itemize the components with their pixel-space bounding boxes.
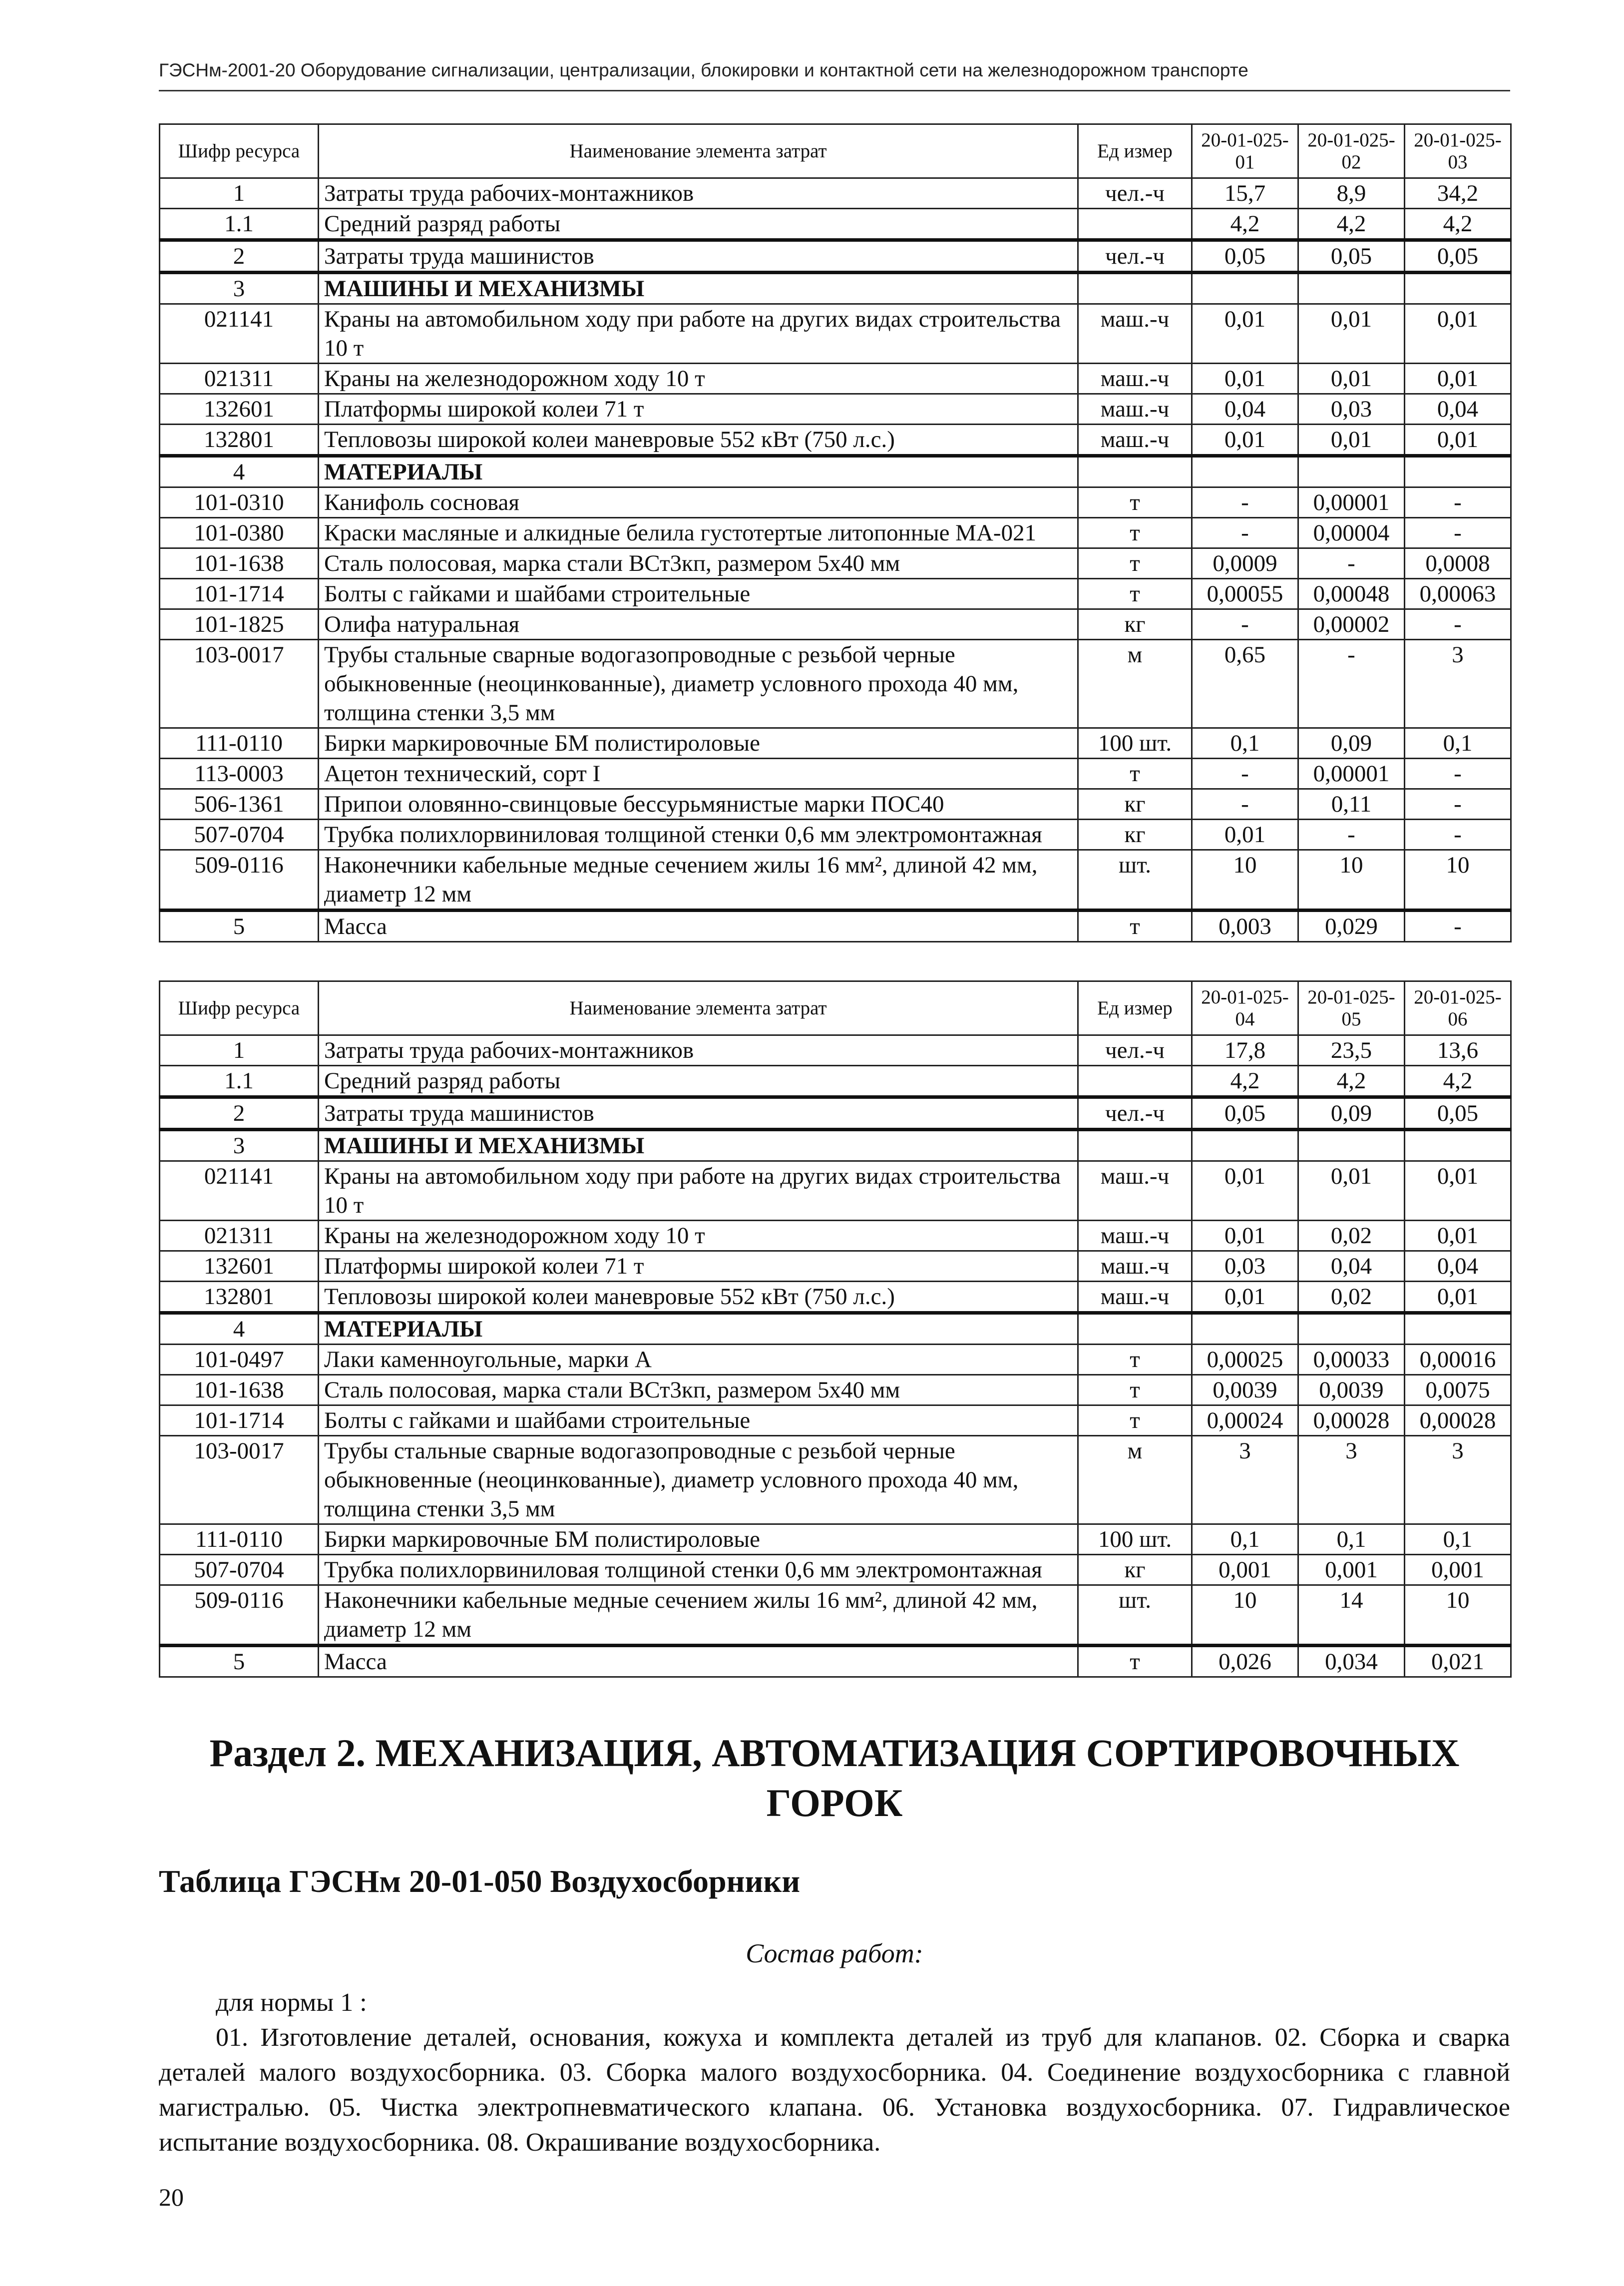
cell-name: Канифоль сосновая <box>319 487 1078 518</box>
cell-value: - <box>1405 820 1511 850</box>
cell-unit: маш.-ч <box>1078 425 1192 456</box>
cell-value: - <box>1405 487 1511 518</box>
cell-unit: маш.-ч <box>1078 394 1192 425</box>
cell-value: 0,021 <box>1405 1646 1511 1677</box>
cell-value: 0,1 <box>1192 1524 1298 1555</box>
cell-code: 5 <box>160 1646 319 1677</box>
cell-code: 101-1714 <box>160 579 319 609</box>
cell-value: 0,1 <box>1298 1524 1405 1555</box>
cell-value: 0,11 <box>1298 789 1405 820</box>
table-row <box>160 425 1511 456</box>
cell-value: 0,003 <box>1192 911 1298 942</box>
column-header-unit: Ед измер <box>1078 124 1192 178</box>
cell-value <box>1298 1313 1405 1345</box>
table-row <box>160 304 1511 364</box>
table-row <box>160 820 1511 850</box>
cell-name: Сталь полосовая, марка стали ВСт3кп, размером 5х40 мм <box>319 1375 1078 1405</box>
cell-unit: кг <box>1078 1555 1192 1585</box>
cell-value: 4,2 <box>1298 209 1405 240</box>
cell-value: 0,01 <box>1192 1161 1298 1221</box>
cell-code: 1 <box>160 1035 319 1066</box>
cell-value: 4,2 <box>1405 1066 1511 1097</box>
cell-code: 506-1361 <box>160 789 319 820</box>
table-row <box>160 1282 1511 1313</box>
cell-value: 0,05 <box>1405 1097 1511 1130</box>
cell-value: 0,00001 <box>1298 487 1405 518</box>
table-row <box>160 759 1511 789</box>
cell-unit <box>1078 1313 1192 1345</box>
cell-value: 0,05 <box>1192 1097 1298 1130</box>
header-rule <box>159 90 1510 91</box>
cell-code: 101-0310 <box>160 487 319 518</box>
cell-value: 0,01 <box>1298 304 1405 364</box>
cell-value: 34,2 <box>1405 178 1511 209</box>
resource-table-1 <box>159 123 1512 942</box>
table-row <box>160 911 1511 942</box>
cell-code: 509-0116 <box>160 850 319 911</box>
cell-code: 4 <box>160 456 319 487</box>
cell-name: Болты с гайками и шайбами строительные <box>319 579 1078 609</box>
cell-name: Краны на автомобильном ходу при работе на других видах строительства 10 т <box>319 1161 1078 1221</box>
cell-name: Краны на автомобильном ходу при работе на других видах строительства 10 т <box>319 304 1078 364</box>
cell-code: 132801 <box>160 425 319 456</box>
table-row <box>160 1345 1511 1375</box>
cell-unit: т <box>1078 1375 1192 1405</box>
cell-value: 4,2 <box>1192 209 1298 240</box>
cell-value: 10 <box>1192 1585 1298 1646</box>
table-row <box>160 609 1511 640</box>
table-row <box>160 273 1511 304</box>
cell-value: - <box>1298 548 1405 579</box>
cell-unit: т <box>1078 911 1192 942</box>
table-row <box>160 1555 1511 1585</box>
resource-table-2 <box>159 980 1512 1678</box>
cell-value <box>1298 1130 1405 1161</box>
cell-value: 10 <box>1405 850 1511 911</box>
table-row <box>160 1313 1511 1345</box>
cell-value: 0,04 <box>1192 394 1298 425</box>
cell-code: 111-0110 <box>160 1524 319 1555</box>
cell-value: 0,01 <box>1405 364 1511 394</box>
cell-unit: маш.-ч <box>1078 1251 1192 1282</box>
cell-name: Лаки каменноугольные, марки А <box>319 1345 1078 1375</box>
cell-name: Трубка полихлорвиниловая толщиной стенки 0,6 мм электромонтажная <box>319 820 1078 850</box>
cell-code: 3 <box>160 1130 319 1161</box>
cell-unit: маш.-ч <box>1078 304 1192 364</box>
cell-value: 0,01 <box>1298 364 1405 394</box>
cell-value: 0,09 <box>1298 728 1405 759</box>
cell-value: 0,04 <box>1405 1251 1511 1282</box>
cell-name: МАШИНЫ И МЕХАНИЗМЫ <box>319 273 1078 304</box>
cell-unit: т <box>1078 1405 1192 1436</box>
cell-value <box>1192 1313 1298 1345</box>
cell-name: Краны на железнодорожном ходу 10 т <box>319 1221 1078 1251</box>
cell-name: МАТЕРИАЛЫ <box>319 456 1078 487</box>
cell-value <box>1405 1130 1511 1161</box>
cell-unit: т <box>1078 1345 1192 1375</box>
cell-value: 0,00028 <box>1298 1405 1405 1436</box>
cell-code: 101-1638 <box>160 1375 319 1405</box>
cell-unit: шт. <box>1078 850 1192 911</box>
cell-name: Средний разряд работы <box>319 209 1078 240</box>
cell-code: 021141 <box>160 304 319 364</box>
table-row <box>160 789 1511 820</box>
cell-code: 101-1714 <box>160 1405 319 1436</box>
cell-value: 0,02 <box>1298 1221 1405 1251</box>
cell-unit: 100 шт. <box>1078 728 1192 759</box>
cell-code: 101-0380 <box>160 518 319 548</box>
table-row <box>160 1524 1511 1555</box>
cell-value: 3 <box>1405 1436 1511 1524</box>
cell-name: Краски масляные и алкидные белила густотертые литопонные МА-021 <box>319 518 1078 548</box>
cell-value: 23,5 <box>1298 1035 1405 1066</box>
cell-value: 0,03 <box>1298 394 1405 425</box>
column-header-code: Шифр ресурса <box>160 981 319 1035</box>
cell-code: 111-0110 <box>160 728 319 759</box>
column-header-norm: 20-01-025-04 <box>1192 981 1298 1035</box>
cell-value <box>1405 1313 1511 1345</box>
cell-value: 0,01 <box>1405 1282 1511 1313</box>
cell-value: 0,00025 <box>1192 1345 1298 1375</box>
cell-name: Трубы стальные сварные водогазопроводные с резьбой черные обыкновенные (неоцинкованные), диаметр условного прохода 40 мм, толщина стенки 3,5 мм <box>319 640 1078 728</box>
cell-unit: т <box>1078 759 1192 789</box>
cell-name: Краны на железнодорожном ходу 10 т <box>319 364 1078 394</box>
cell-name: Сталь полосовая, марка стали ВСт3кп, размером 5х40 мм <box>319 548 1078 579</box>
cell-unit: чел.-ч <box>1078 178 1192 209</box>
column-header-name: Наименование элемента затрат <box>319 981 1078 1035</box>
column-header-norm: 20-01-025-01 <box>1192 124 1298 178</box>
column-header-code: Шифр ресурса <box>160 124 319 178</box>
cell-value: 0,00016 <box>1405 1345 1511 1375</box>
cell-name: Платформы широкой колеи 71 т <box>319 1251 1078 1282</box>
cell-value: - <box>1298 820 1405 850</box>
cell-name: Затраты труда рабочих-монтажников <box>319 178 1078 209</box>
cell-name: Затраты труда рабочих-монтажников <box>319 1035 1078 1066</box>
cell-value: 13,6 <box>1405 1035 1511 1066</box>
cell-value: 0,00048 <box>1298 579 1405 609</box>
table-row <box>160 209 1511 240</box>
cell-value: 0,04 <box>1298 1251 1405 1282</box>
cell-unit: т <box>1078 548 1192 579</box>
cell-value: - <box>1192 518 1298 548</box>
cell-code: 103-0017 <box>160 640 319 728</box>
cell-value: 0,01 <box>1298 1161 1405 1221</box>
cell-unit: шт. <box>1078 1585 1192 1646</box>
cell-value: 0,00033 <box>1298 1345 1405 1375</box>
cell-value: 0,01 <box>1192 364 1298 394</box>
cell-unit: чел.-ч <box>1078 1097 1192 1130</box>
cell-code: 1.1 <box>160 209 319 240</box>
cell-value: 3 <box>1405 640 1511 728</box>
cell-code: 101-0497 <box>160 1345 319 1375</box>
works-description: 01. Изготовление деталей, основания, кожуха и комплекта деталей из труб для клапанов. 02. Сборка и сварка деталей малого воздухосборника. 03. Сборка малого воздухосборника. 04. Соединение воздухосборника с главной магистралью. 05. Чистка электропневматического клапана. 06. Установка воздухосборника. 07. Гидравлическое испытание воздухосборника. 08. Окрашивание воздухосборника. <box>159 2023 1510 2157</box>
table-row <box>160 456 1511 487</box>
cell-name: Тепловозы широкой колеи маневровые 552 кВт (750 л.с.) <box>319 1282 1078 1313</box>
cell-unit: т <box>1078 487 1192 518</box>
cell-unit: м <box>1078 1436 1192 1524</box>
table-row <box>160 1130 1511 1161</box>
cell-unit: т <box>1078 518 1192 548</box>
cell-value: 0,00002 <box>1298 609 1405 640</box>
cell-name: Затраты труда машинистов <box>319 1097 1078 1130</box>
cell-value: 0,1 <box>1192 728 1298 759</box>
cell-value: 0,01 <box>1405 1161 1511 1221</box>
cell-value: 0,05 <box>1192 240 1298 273</box>
cell-name: Масса <box>319 911 1078 942</box>
cell-name: МАШИНЫ И МЕХАНИЗМЫ <box>319 1130 1078 1161</box>
cell-name: Трубы стальные сварные водогазопроводные с резьбой черные обыкновенные (неоцинкованные), диаметр условного прохода 40 мм, толщина стенки 3,5 мм <box>319 1436 1078 1524</box>
cell-name: Бирки маркировочные БМ полистироловые <box>319 1524 1078 1555</box>
table-row <box>160 1405 1511 1436</box>
cell-name: Тепловозы широкой колеи маневровые 552 кВт (750 л.с.) <box>319 425 1078 456</box>
cell-value: 4,2 <box>1405 209 1511 240</box>
table-row <box>160 518 1511 548</box>
table-row <box>160 364 1511 394</box>
cell-value: 0,001 <box>1192 1555 1298 1585</box>
column-header-norm: 20-01-025-05 <box>1298 981 1405 1035</box>
cell-name: Олифа натуральная <box>319 609 1078 640</box>
table-row <box>160 640 1511 728</box>
cell-unit: чел.-ч <box>1078 1035 1192 1066</box>
cell-value: 0,1 <box>1405 728 1511 759</box>
norm-label: для нормы 1 : <box>216 1988 367 2017</box>
cell-unit: т <box>1078 579 1192 609</box>
table-row <box>160 1097 1511 1130</box>
cell-value: 0,05 <box>1405 240 1511 273</box>
cell-unit <box>1078 209 1192 240</box>
cell-code: 2 <box>160 1097 319 1130</box>
table-row <box>160 1646 1511 1677</box>
cell-value: 0,0039 <box>1298 1375 1405 1405</box>
cell-value: 15,7 <box>1192 178 1298 209</box>
cell-value: 0,00004 <box>1298 518 1405 548</box>
cell-value: 0,0009 <box>1192 548 1298 579</box>
cell-value: 0,01 <box>1192 304 1298 364</box>
cell-code: 132601 <box>160 394 319 425</box>
cell-code: 1 <box>160 178 319 209</box>
cell-value: - <box>1298 640 1405 728</box>
cell-code: 101-1825 <box>160 609 319 640</box>
cell-value: - <box>1405 518 1511 548</box>
table-row <box>160 850 1511 911</box>
cell-value: 0,09 <box>1298 1097 1405 1130</box>
cell-value: 0,01 <box>1192 1221 1298 1251</box>
cell-unit <box>1078 1066 1192 1097</box>
cell-code: 113-0003 <box>160 759 319 789</box>
cell-value: 0,02 <box>1298 1282 1405 1313</box>
cell-value <box>1192 273 1298 304</box>
cell-value: 0,029 <box>1298 911 1405 942</box>
table-row <box>160 487 1511 518</box>
cell-value: 0,04 <box>1405 394 1511 425</box>
cell-name: Наконечники кабельные медные сечением жилы 16 мм², длиной 42 мм, диаметр 12 мм <box>319 1585 1078 1646</box>
table-row <box>160 728 1511 759</box>
cell-value: 0,01 <box>1192 425 1298 456</box>
cell-value: 0,034 <box>1298 1646 1405 1677</box>
cell-value: 0,00063 <box>1405 579 1511 609</box>
cell-value: - <box>1192 789 1298 820</box>
cell-value: 0,0075 <box>1405 1375 1511 1405</box>
cell-value: 0,01 <box>1405 1221 1511 1251</box>
cell-name: МАТЕРИАЛЫ <box>319 1313 1078 1345</box>
section-title: Раздел 2. МЕХАНИЗАЦИЯ, АВТОМАТИЗАЦИЯ СОРТИРОВОЧНЫХ ГОРОК <box>209 1731 1460 1825</box>
cell-value: 0,001 <box>1405 1555 1511 1585</box>
cell-value: 0,01 <box>1192 820 1298 850</box>
cell-value: 0,0008 <box>1405 548 1511 579</box>
cell-code: 4 <box>160 1313 319 1345</box>
cell-value: 14 <box>1298 1585 1405 1646</box>
cell-code: 5 <box>160 911 319 942</box>
cell-name: Трубка полихлорвиниловая толщиной стенки 0,6 мм электромонтажная <box>319 1555 1078 1585</box>
table-row <box>160 1436 1511 1524</box>
cell-code: 021311 <box>160 1221 319 1251</box>
cell-value: 0,1 <box>1405 1524 1511 1555</box>
column-header-norm: 20-01-025-06 <box>1405 981 1511 1035</box>
cell-name: Масса <box>319 1646 1078 1677</box>
cell-value: - <box>1405 609 1511 640</box>
cell-value: 0,0039 <box>1192 1375 1298 1405</box>
cell-unit <box>1078 1130 1192 1161</box>
cell-code: 507-0704 <box>160 820 319 850</box>
cell-unit: м <box>1078 640 1192 728</box>
page-number: 20 <box>159 2183 184 2211</box>
cell-unit: кг <box>1078 609 1192 640</box>
table-row <box>160 548 1511 579</box>
cell-value: 0,01 <box>1192 1282 1298 1313</box>
cell-code: 132601 <box>160 1251 319 1282</box>
running-header: ГЭСНм-2001-20 Оборудование сигнализации, централизации, блокировки и контактной сети на железнодорожном транспорте <box>159 60 1248 80</box>
cell-unit <box>1078 273 1192 304</box>
cell-value: 0,01 <box>1298 425 1405 456</box>
cell-value: - <box>1192 609 1298 640</box>
table-row <box>160 394 1511 425</box>
cell-value: 4,2 <box>1298 1066 1405 1097</box>
table-row <box>160 1066 1511 1097</box>
cell-value <box>1298 273 1405 304</box>
table-row <box>160 1161 1511 1221</box>
table-row <box>160 1375 1511 1405</box>
cell-unit: маш.-ч <box>1078 1221 1192 1251</box>
cell-code: 1.1 <box>160 1066 319 1097</box>
cell-value: 0,00055 <box>1192 579 1298 609</box>
cell-code: 021141 <box>160 1161 319 1221</box>
table-row <box>160 1251 1511 1282</box>
cell-code: 507-0704 <box>160 1555 319 1585</box>
cell-unit: чел.-ч <box>1078 240 1192 273</box>
column-header-unit: Ед измер <box>1078 981 1192 1035</box>
cell-name: Припои оловянно-свинцовые бессурьмянистые марки ПОС40 <box>319 789 1078 820</box>
cell-name: Болты с гайками и шайбами строительные <box>319 1405 1078 1436</box>
cell-name: Наконечники кабельные медные сечением жилы 16 мм², длиной 42 мм, диаметр 12 мм <box>319 850 1078 911</box>
table-title: Таблица ГЭСНм 20-01-050 Воздухосборники <box>159 1863 801 1899</box>
cell-value: 0,026 <box>1192 1646 1298 1677</box>
column-header-norm: 20-01-025-03 <box>1405 124 1511 178</box>
cell-value <box>1405 273 1511 304</box>
cell-unit: кг <box>1078 820 1192 850</box>
cell-value: 0,00001 <box>1298 759 1405 789</box>
table-row <box>160 1585 1511 1646</box>
cell-code: 509-0116 <box>160 1585 319 1646</box>
cell-value: 3 <box>1192 1436 1298 1524</box>
cell-value <box>1405 456 1511 487</box>
cell-name: Средний разряд работы <box>319 1066 1078 1097</box>
table-row <box>160 579 1511 609</box>
cell-value: 0,65 <box>1192 640 1298 728</box>
cell-unit: т <box>1078 1646 1192 1677</box>
works-heading: Состав работ: <box>746 1938 923 1968</box>
cell-value: - <box>1192 487 1298 518</box>
cell-code: 132801 <box>160 1282 319 1313</box>
cell-value: 17,8 <box>1192 1035 1298 1066</box>
table-row <box>160 1221 1511 1251</box>
cell-name: Ацетон технический, сорт I <box>319 759 1078 789</box>
column-header-name: Наименование элемента затрат <box>319 124 1078 178</box>
cell-value: 3 <box>1298 1436 1405 1524</box>
cell-code: 103-0017 <box>160 1436 319 1524</box>
cell-unit: маш.-ч <box>1078 364 1192 394</box>
cell-value <box>1192 1130 1298 1161</box>
cell-unit: маш.-ч <box>1078 1161 1192 1221</box>
cell-value: 10 <box>1405 1585 1511 1646</box>
cell-code: 2 <box>160 240 319 273</box>
cell-code: 101-1638 <box>160 548 319 579</box>
cell-value: 0,01 <box>1405 425 1511 456</box>
cell-value: 8,9 <box>1298 178 1405 209</box>
cell-value: 0,03 <box>1192 1251 1298 1282</box>
cell-value: - <box>1405 759 1511 789</box>
cell-value: 0,00024 <box>1192 1405 1298 1436</box>
cell-name: Затраты труда машинистов <box>319 240 1078 273</box>
cell-value: 10 <box>1192 850 1298 911</box>
cell-unit: кг <box>1078 789 1192 820</box>
table-row <box>160 1035 1511 1066</box>
table-row <box>160 240 1511 273</box>
column-header-norm: 20-01-025-02 <box>1298 124 1405 178</box>
cell-unit: маш.-ч <box>1078 1282 1192 1313</box>
cell-name: Бирки маркировочные БМ полистироловые <box>319 728 1078 759</box>
cell-unit <box>1078 456 1192 487</box>
cell-name: Платформы широкой колеи 71 т <box>319 394 1078 425</box>
cell-value: 4,2 <box>1192 1066 1298 1097</box>
cell-value: - <box>1405 911 1511 942</box>
cell-value: - <box>1192 759 1298 789</box>
cell-unit: 100 шт. <box>1078 1524 1192 1555</box>
table-row <box>160 178 1511 209</box>
cell-value: 10 <box>1298 850 1405 911</box>
cell-value: 0,01 <box>1405 304 1511 364</box>
cell-value <box>1298 456 1405 487</box>
cell-value: 0,001 <box>1298 1555 1405 1585</box>
cell-code: 3 <box>160 273 319 304</box>
cell-code: 021311 <box>160 364 319 394</box>
cell-value <box>1192 456 1298 487</box>
cell-value: 0,00028 <box>1405 1405 1511 1436</box>
cell-value: - <box>1405 789 1511 820</box>
cell-value: 0,05 <box>1298 240 1405 273</box>
